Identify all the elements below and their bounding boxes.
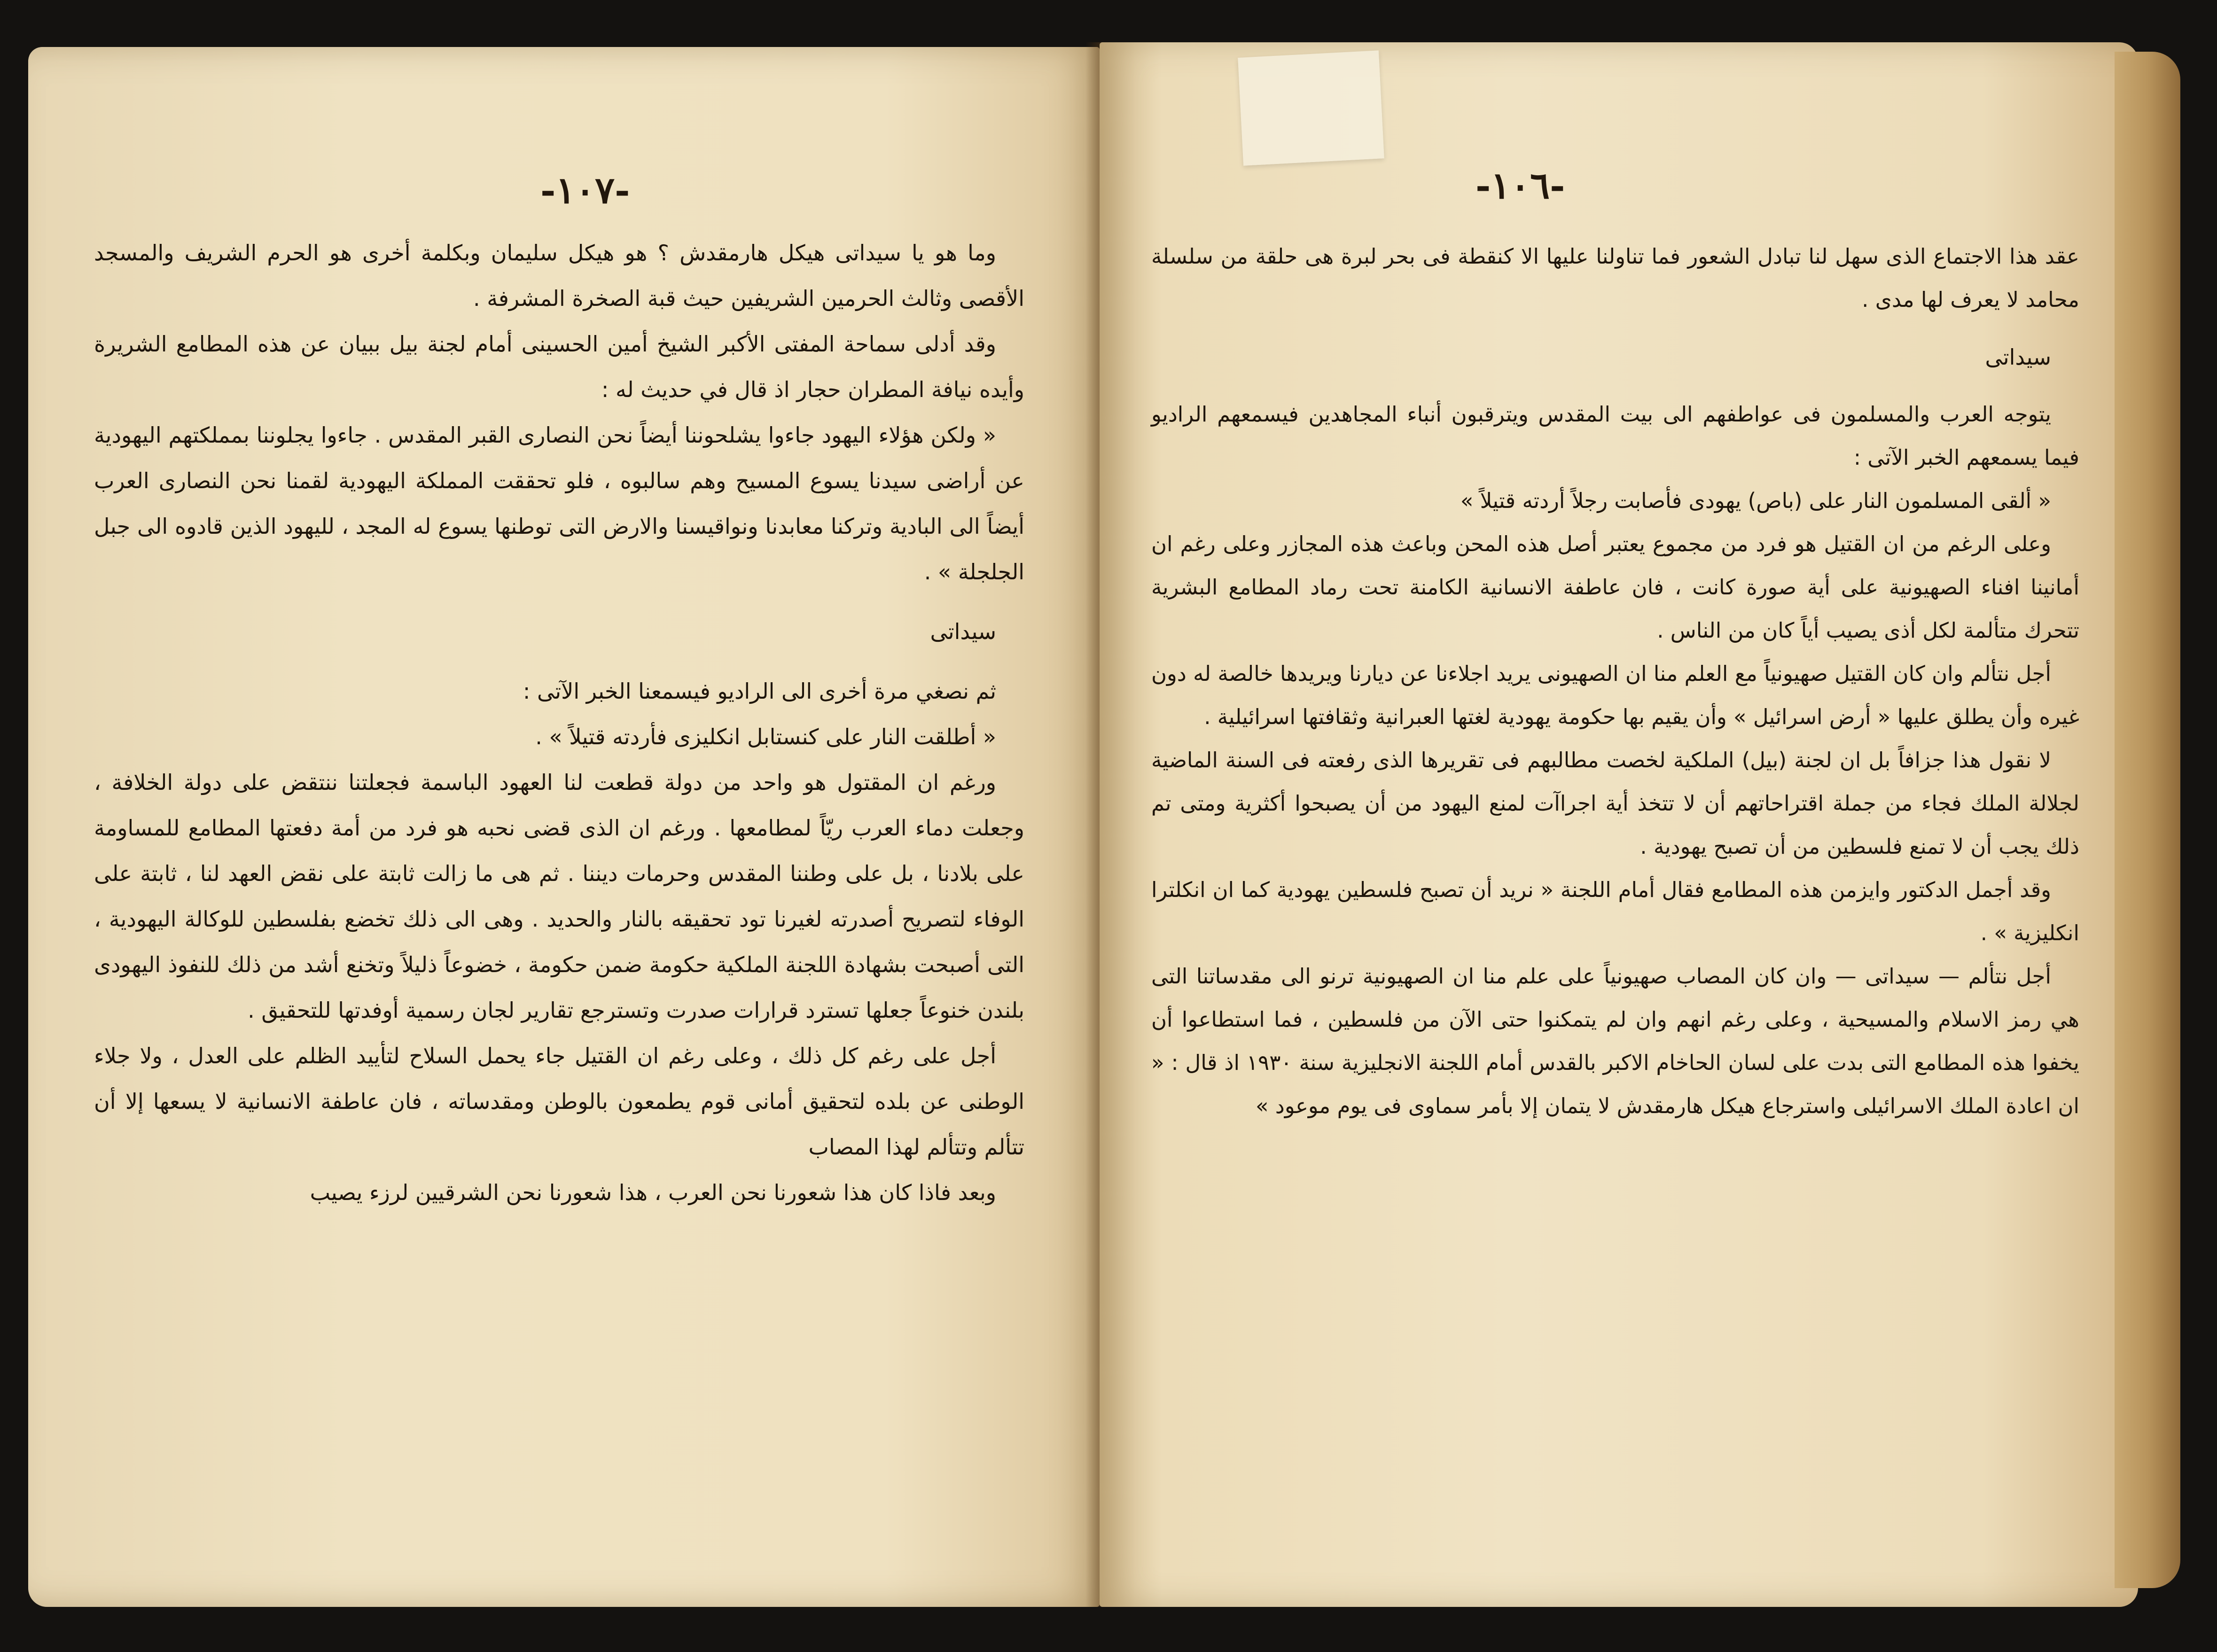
paragraph: لا نقول هذا جزافاً بل ان لجنة (بيل) الملكية لخصت مطالبهم فى تقريرها الذى رفعته فى السنة الماضية لجلالة الملك فجاء من جملة اقتراحاتهم أن لا تتخذ أية اجراآت لمنع اليهود من أن يصبحوا أكثرية ومتى تم ذلك يجب أن لا تمنع فلسطين من أن تصبح يهودية . bbox=[1151, 748, 2079, 859]
left-page-text bbox=[94, 230, 1024, 1216]
paragraph: عقد هذا الاجتماع الذى سهل لنا تبادل الشعور فما تناولنا عليها الا كنقطة فى بحر لبرة هى حلقة من سلسلة محامد لا يعرف لها مدى . bbox=[1151, 244, 2079, 312]
spacer bbox=[94, 655, 1024, 669]
paragraph: « أطلقت النار على كنستابل انكليزى فأردته قتيلاً » . bbox=[535, 724, 996, 749]
paragraph: وعلى الرغم من ان القتيل هو فرد من مجموع يعتبر أصل هذه المحن وباعث هذه المجازر وعلى رغم ان أمانينا افناء الصهيونية على أية صورة كانت ، فان عاطفة الانسانية الكامنة تحت رماد المطامع البشرية تتحرك متألمة لكل أذى يصيب أياً كان من الناس . bbox=[1151, 531, 2079, 643]
spacer bbox=[1151, 379, 2079, 393]
paragraph: يتوجه العرب والمسلمون فى عواطفهم الى بيت المقدس ويترقبون أنباء المجاهدين فيسمعهم الراديو فيما يسمعهم الخبر الآتى : bbox=[1151, 402, 2079, 470]
right-page-number: -١٠٦- bbox=[1475, 164, 1565, 207]
paragraph: وبعد فاذا كان هذا شعورنا نحن العرب ، هذا شعورنا نحن الشرقيين لرزء يصيب bbox=[310, 1180, 996, 1205]
left-page-number: -١٠٧- bbox=[540, 169, 630, 212]
paragraph: وقد أدلى سماحة المفتى الأكبر الشيخ أمين الحسينى أمام لجنة بيل ببيان عن هذه المطامع الشريرة وأيده نيافة المطران حجار اذ قال في حديث له : bbox=[94, 331, 1024, 402]
paragraph: أجل على رغم كل ذلك ، وعلى رغم ان القتيل جاء يحمل السلاح لتأييد الظلم على العدل ، ولا جلاء الوطنى عن بلده لتحقيق أمانى قوم يطمعون بالوطن ومقدساته ، فان عاطفة الانسانية لا يسعها إلا أن تتألم وتتألم لهذا المصاب bbox=[94, 1043, 1024, 1160]
paragraph: وقد أجمل الدكتور وايزمن هذه المطامع فقال أمام اللجنة « نريد أن تصبح فلسطين يهودية كما ان انكلترا انكليزية » . bbox=[1151, 877, 2079, 945]
paragraph: « ألقى المسلمون النار على (باص) يهودى فأصابت رجلاً أردته قتيلاً » bbox=[1460, 488, 2051, 513]
paragraph: أجل نتألم — سيداتى — وان كان المصاب صهيونياً على علم منا ان الصهيونية ترنو الى مقدساتنا التى هي رمز الاسلام والمسيحية ، وعلى رغم انهم وان لم يتمكنوا حتى الآن من فلسطين ، فما استطاعوا أن يخفوا هذه المطامع التى بدت على لسان الحاخام الاكبر بالقدس أمام اللجنة الانجليزية سنة ١٩٣٠ اذ قال : « ان اعادة الملك الاسرائيلى واسترجاع هيكل هارمقدش لا يتمان إلا بأمر سماوى فى يوم موعود » bbox=[1151, 964, 2079, 1118]
paragraph: أجل نتألم وان كان القتيل صهيونياً مع العلم منا ان الصهيونى يريد اجلاءنا عن ديارنا ويريدها خالصة له دون غيره وأن يطلق عليها « أرض اسرائيل » وأن يقيم بها حكومة يهودية لغتها العبرانية وثقافتها اسرائيلية . bbox=[1151, 661, 2079, 729]
section-heading: سيداتى bbox=[1985, 344, 2051, 370]
repair-tape bbox=[1238, 50, 1384, 165]
paragraph: ثم نصغي مرة أخرى الى الراديو فيسمعنا الخبر الآتى : bbox=[523, 678, 996, 704]
page-stack-edge bbox=[2115, 52, 2180, 1588]
paragraph: « ولكن هؤلاء اليهود جاءوا يشلحوننا أيضاً نحن النصارى القبر المقدس . جاءوا يجلوننا بمملكتهم اليهودية عن أراضى سيدنا يسوع المسيح وهم سالبوه ، فلو تحققت المملكة اليهودية لقمنا نحن النصارى العرب أيضاً الى البادية وتركنا معابدنا ونواقيسنا والارض التى توطنها يسوع له المجد ، لليهود الذين قادوه الى جبل الجلجلة » . bbox=[94, 422, 1024, 584]
spacer bbox=[1151, 321, 2079, 335]
paragraph: ورغم ان المقتول هو واحد من دولة قطعت لنا العهود الباسمة فجعلتنا ننتقض على دولة الخلافة ، وجعلت دماء العرب ريّاً لمطامعها . ورغم ان الذى قضى نحبه هو فرد من أمة دفعتها المطامع للمساومة على بلادنا ، بل على وطننا المقدس وحرمات ديننا . ثم هى ما زالت ثابتة على نقض العهد لنا ، ثابتة على الوفاء لتصريح أصدرته لغيرنا تود تحقيقه بالنار والحديد . وهى الى ذلك تخضع بفلسطين للوكالة اليهودية ، التى أصبحت بشهادة اللجنة الملكية حكومة ضمن حكومة ، خضوعاً ذليلاً وتخنع أشد من ذلك للنفوذ اليهودى بلندن خنوعاً جعلها تسترد قرارات صدرت وتسترجع تقارير لجان رسمية أوفدتها للتحقيق . bbox=[94, 770, 1024, 1023]
paragraph: وما هو يا سيداتى هيكل هارمقدش ؟ هو هيكل سليمان وبكلمة أخرى هو الحرم الشريف والمسجد الأقصى وثالث الحرمين الشريفين حيث قبة الصخرة المشرفة . bbox=[94, 240, 1024, 311]
right-page-text bbox=[1151, 235, 2079, 1128]
spacer bbox=[94, 595, 1024, 609]
section-heading: سيداتى bbox=[930, 619, 996, 644]
